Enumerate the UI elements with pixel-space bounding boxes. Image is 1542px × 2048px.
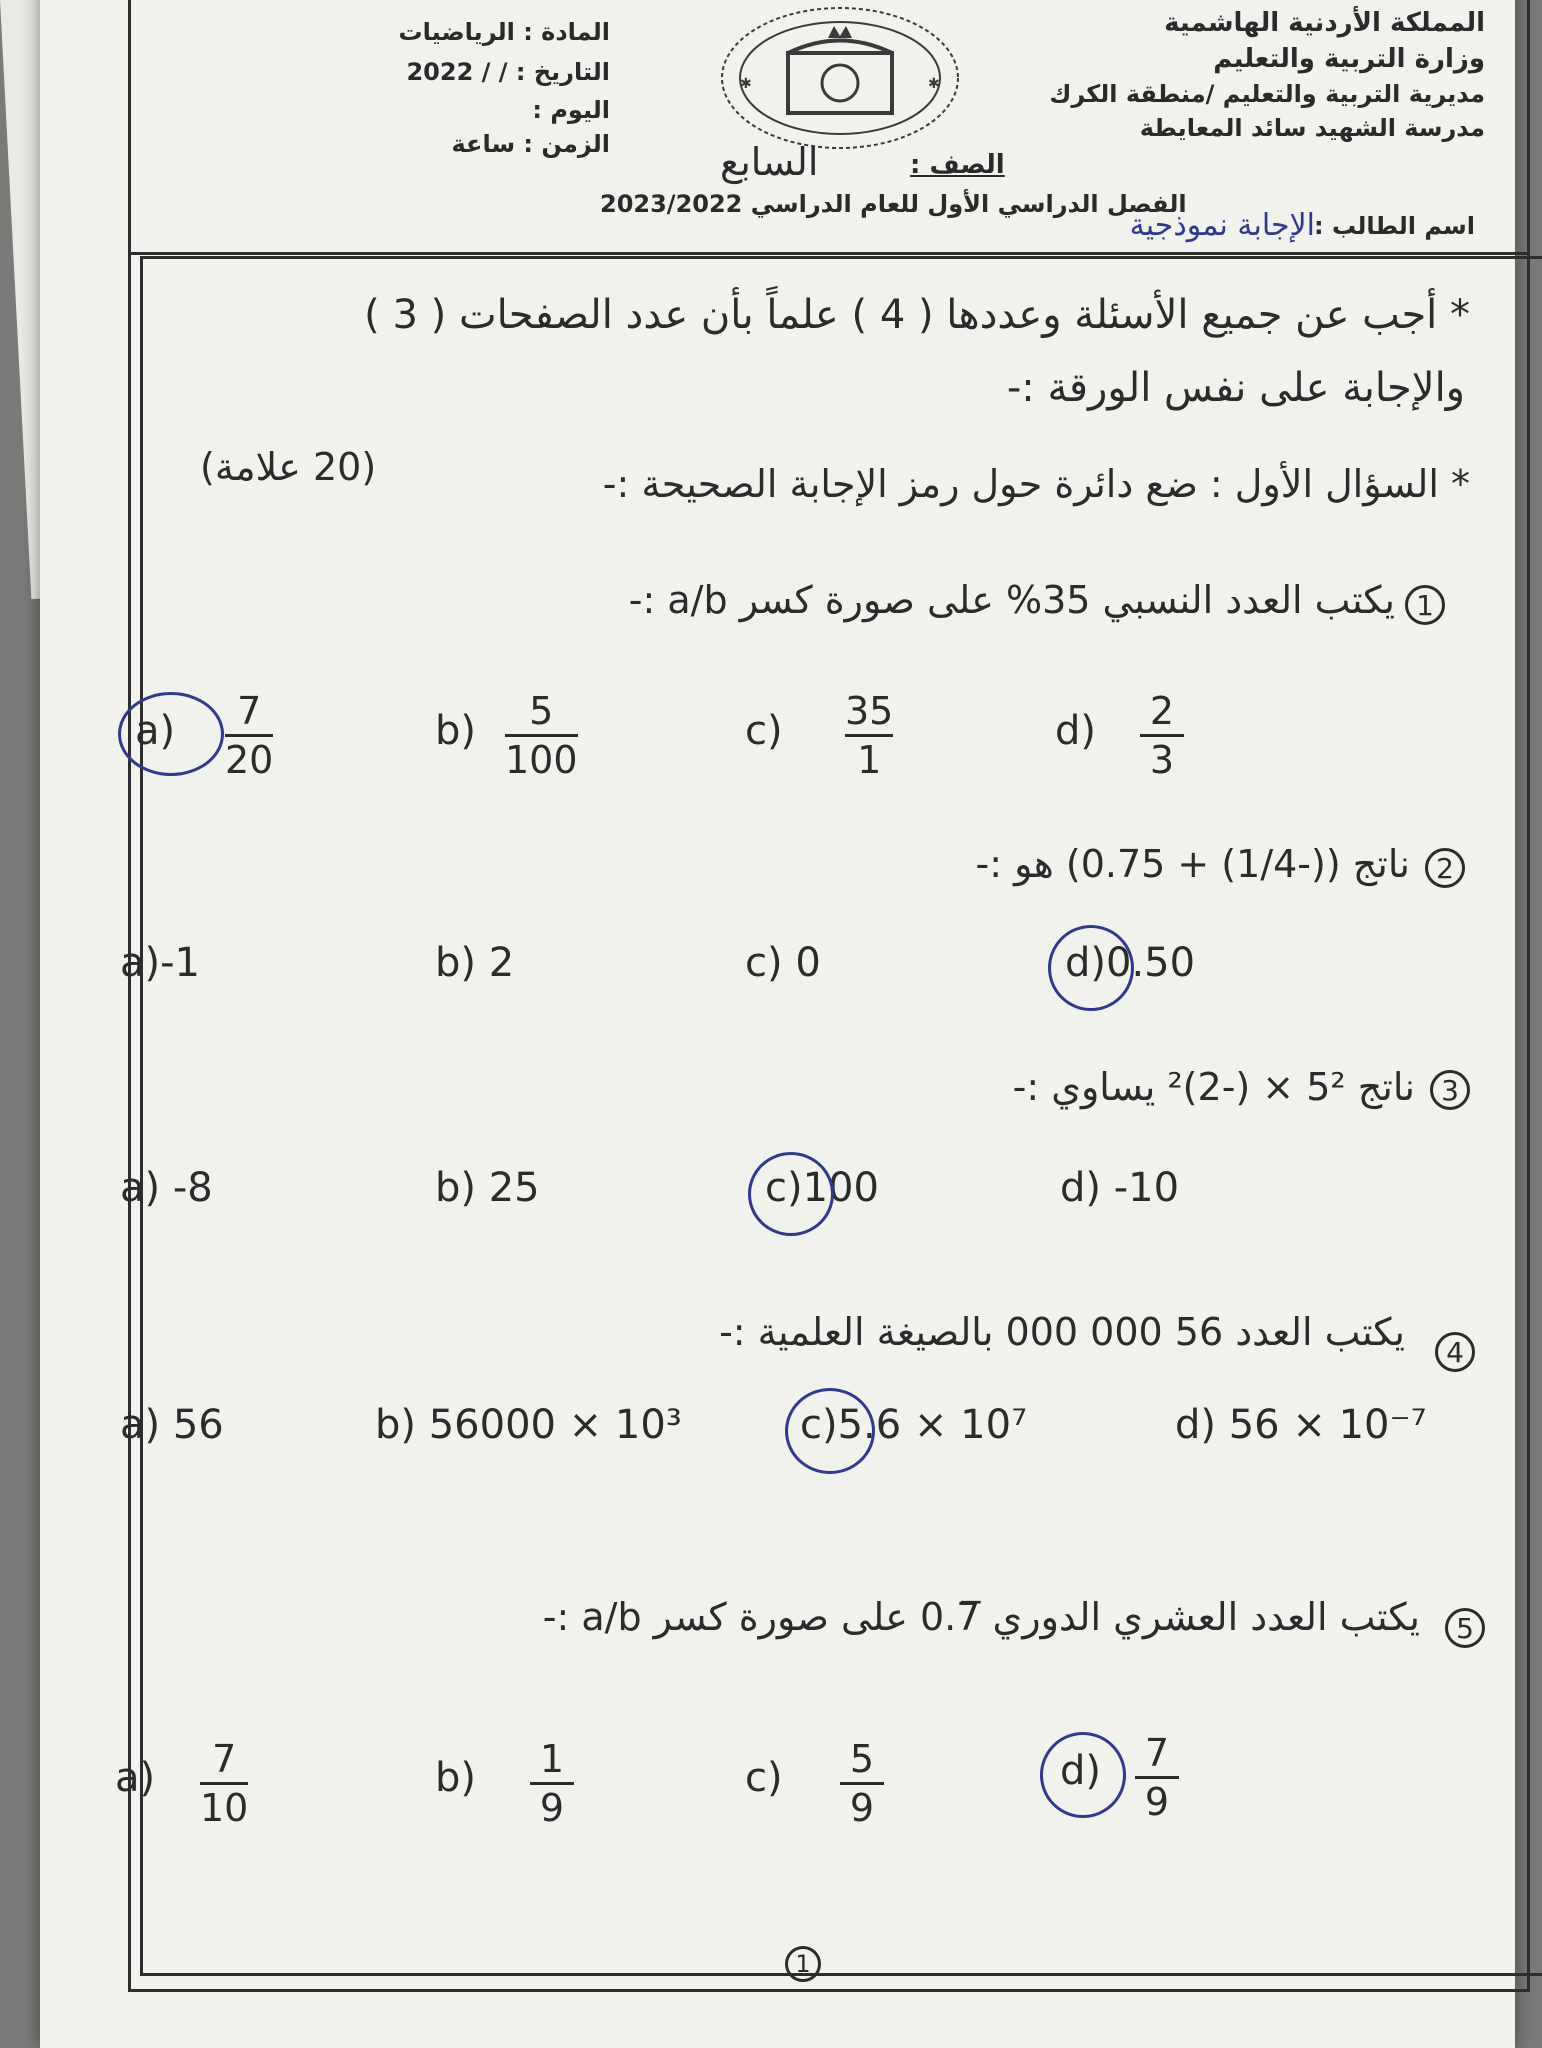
item4-option-c[interactable]: c)5.6 × 10⁷	[800, 1402, 1028, 1448]
item4-option-a[interactable]: a) 56	[120, 1402, 224, 1448]
item2-option-d[interactable]: d)0.50	[1065, 940, 1196, 986]
item5-option-a-fraction: 7 10	[200, 1737, 249, 1830]
item4-stem: يكتب العدد 56 000 000 بالصيغة العلمية :-	[719, 1310, 1405, 1354]
item3-option-c[interactable]: c)100	[765, 1165, 879, 1211]
item3-selected-circle	[748, 1152, 834, 1236]
item2-option-c[interactable]: c) 0	[745, 940, 821, 986]
student-value: الإجابة نموذجية	[1129, 208, 1315, 243]
item1-option-b-label[interactable]: b)	[435, 708, 476, 754]
item1-option-c-label[interactable]: c)	[745, 708, 783, 754]
question1-marks: (20 علامة)	[200, 445, 377, 489]
item1-option-d-label[interactable]: d)	[1055, 708, 1096, 754]
item1-stem: يكتب العدد النسبي 35% على صورة كسر a/b :-	[628, 578, 1395, 622]
item1-option-c-fraction: 35 1	[845, 689, 894, 782]
item5-option-d-label[interactable]: d)	[1060, 1748, 1101, 1794]
semester-text: الفصل الدراسي الأول للعام الدراسي 2023/2022	[600, 190, 1187, 218]
item2-option-b[interactable]: b) 2	[435, 940, 515, 986]
instructions-line2: والإجابة على نفس الورقة :-	[1006, 365, 1465, 411]
item4-option-d[interactable]: d) 56 × 10⁻⁷	[1175, 1402, 1427, 1448]
item2-stem: ناتج ((-1/4) + 0.75) هو :-	[975, 842, 1410, 886]
item1-option-d-fraction: 2 3	[1140, 690, 1184, 781]
item5-option-d-fraction: 7 9	[1135, 1732, 1179, 1823]
exam-paper	[40, 0, 1515, 2048]
header-school: مدرسة الشهيد سائد المعايطة	[1139, 114, 1485, 142]
grade-value: السابع	[720, 140, 819, 184]
item3-stem: ناتج 5² × (-2)² يساوي :-	[1012, 1065, 1415, 1109]
item5-selected-circle	[1040, 1732, 1126, 1818]
header-time: الزمن : ساعة	[451, 130, 610, 158]
item3-option-b[interactable]: b) 25	[435, 1165, 540, 1211]
item3-option-a[interactable]: a) -8	[120, 1165, 213, 1211]
item1-option-b-fraction: 5 100	[505, 689, 578, 782]
header-date: التاريخ : / / 2022	[406, 58, 610, 86]
header-ministry: وزارة التربية والتعليم	[1213, 44, 1485, 74]
item3-number-badge: 3	[1430, 1070, 1470, 1110]
header-day: اليوم :	[532, 96, 610, 124]
item1-option-a-fraction: 7 20	[225, 689, 274, 782]
item5-option-a-label[interactable]: a)	[115, 1755, 156, 1801]
item5-option-c-fraction: 5 9	[840, 1738, 884, 1829]
student-label: اسم الطالب :	[1313, 212, 1475, 240]
student-name-line	[410, 252, 1130, 254]
header-kingdom: المملكة الأردنية الهاشمية	[1164, 8, 1485, 38]
svg-text:✱: ✱	[928, 76, 940, 92]
svg-text:✱: ✱	[740, 76, 752, 92]
item5-number-badge: 5	[1445, 1608, 1485, 1648]
item5-option-b-fraction: 1 9	[530, 1738, 574, 1829]
question1-title: * السؤال الأول : ضع دائرة حول رمز الإجابة الصحيحة :-	[602, 462, 1470, 506]
instructions-line1: * أجب عن جميع الأسئلة وعددها ( 4 ) علماً بأن عدد الصفحات ( 3 )	[364, 292, 1470, 338]
item4-option-b[interactable]: b) 56000 × 10³	[375, 1402, 682, 1448]
item4-selected-circle	[785, 1388, 875, 1474]
item4-number-badge: 4	[1435, 1332, 1475, 1372]
item3-option-d[interactable]: d) -10	[1060, 1165, 1180, 1211]
page-number: 1	[785, 1946, 821, 1982]
item2-option-a[interactable]: a)-1	[120, 940, 201, 986]
grade-label: الصف :	[910, 150, 1005, 180]
header-subject: المادة : الرياضيات	[398, 18, 610, 46]
content-frame	[140, 256, 1542, 1976]
item5-stem: يكتب العدد العشري الدوري 0.7̅ على صورة كسر a/b :-	[542, 1595, 1420, 1639]
item5-option-b-label[interactable]: b)	[435, 1755, 476, 1801]
header-directorate: مديرية التربية والتعليم /منطقة الكرك	[1049, 80, 1485, 108]
ministry-emblem-icon	[710, 0, 970, 158]
item5-option-c-label[interactable]: c)	[745, 1755, 783, 1801]
item2-selected-circle	[1048, 925, 1134, 1011]
item2-number-badge: 2	[1425, 848, 1465, 888]
item1-selected-circle	[118, 692, 224, 776]
item1-option-a-label[interactable]: a)	[135, 708, 176, 754]
item1-number-badge: 1	[1405, 585, 1445, 625]
